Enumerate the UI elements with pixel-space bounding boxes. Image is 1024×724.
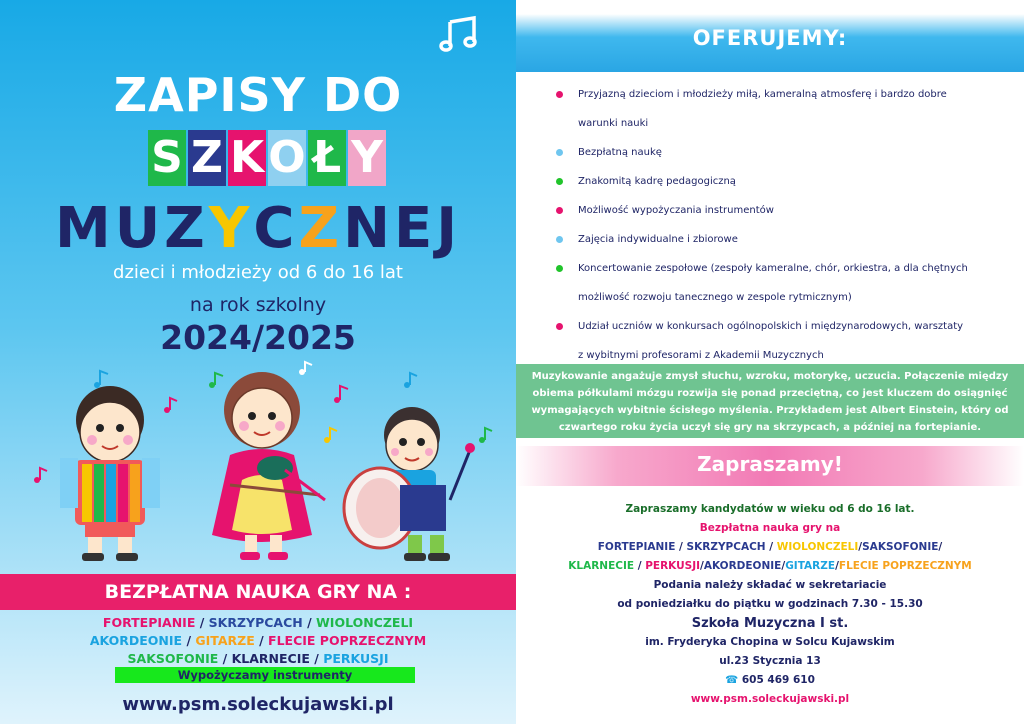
phone-row xyxy=(516,671,1024,690)
rent-instruments-banner: Wypożyczamy instrumenty xyxy=(115,667,415,683)
instrument-name: / xyxy=(254,633,269,648)
muzycznej-letter: N xyxy=(343,196,394,261)
bullet-dot-icon xyxy=(556,207,563,214)
instruments-row xyxy=(0,632,516,650)
bullet-dot-icon xyxy=(556,149,563,156)
offer-item xyxy=(556,312,1006,370)
boy-accordion-figure xyxy=(60,386,160,561)
instrument-name: WIOLONCZELI xyxy=(776,541,859,553)
instrument-name: PERKUSJI xyxy=(645,560,701,572)
offer-item-text: z wybitnymi profesorami z Akademii Muzycznych xyxy=(578,350,824,361)
instrument-name: AKORDEONIE xyxy=(703,560,782,572)
instrument-name: FLECIE POPRZECZNYM xyxy=(838,560,972,572)
instrument-name: / xyxy=(765,541,777,553)
offer-item-text: Koncertowanie zespołowe (zespoły kameralne, chór, orkiestra, a dla chętnych xyxy=(578,263,968,274)
offer-item-text: Udział uczniów w konkursach ogólnopolskich i międzynarodowych, warsztaty xyxy=(578,321,964,332)
instrument-name: / xyxy=(675,541,687,553)
instrument-name: FORTEPIANIE xyxy=(102,615,196,630)
instruments-row xyxy=(0,614,516,632)
instrument-name: / xyxy=(634,560,646,572)
bullet-dot-icon xyxy=(556,91,563,98)
school-year: 2024/2025 xyxy=(160,318,356,357)
offer-title: OFERUJEMY: xyxy=(692,26,848,50)
music-note-icon xyxy=(438,14,482,54)
website-link-right[interactable]: www.psm.soleckujawski.pl xyxy=(690,693,850,705)
instrument-name: SAKSOFONIE xyxy=(127,651,219,666)
offer-list xyxy=(556,80,1006,370)
school-patron: im. Fryderyka Chopina w Solcu Kujawskim xyxy=(645,636,895,648)
instruments-line-2 xyxy=(516,557,1024,576)
instrument-name: GITARZE xyxy=(785,560,836,572)
instrument-name: / xyxy=(309,651,324,666)
bullet-dot-icon xyxy=(556,265,563,272)
muzycznej-letter: E xyxy=(393,196,437,261)
bullet-dot-icon xyxy=(556,236,563,243)
website-link[interactable]: www.psm.soleckujawski.pl xyxy=(122,694,394,715)
szkoly-letter-tile: O xyxy=(268,130,306,186)
school-name: Szkoła Muzyczna I st. xyxy=(691,616,849,631)
free-lessons-line: Bezpłatna nauka gry na xyxy=(699,522,841,534)
age-subtitle: dzieci i młodzieży od 6 do 16 lat xyxy=(113,262,403,283)
instrument-name: / xyxy=(182,633,196,648)
instruments-list xyxy=(0,614,516,668)
instrument-name: / xyxy=(700,560,704,572)
instrument-name: / xyxy=(938,541,943,553)
offer-item-text: Znakomitą kadrę pedagogiczną xyxy=(578,176,736,187)
szkoly-letter-tile: K xyxy=(228,130,266,186)
school-year-label: na rok szkolny xyxy=(189,294,327,316)
offer-item xyxy=(556,167,1006,196)
offer-item xyxy=(556,254,1006,312)
muzycznej-letter: Y xyxy=(208,196,254,261)
instruments-line-1 xyxy=(516,538,1024,557)
offer-item-text: warunki nauki xyxy=(578,118,649,129)
instrument-name: KLARNECIE xyxy=(568,560,635,572)
instrument-name: KLARNECIE xyxy=(231,651,310,666)
instrument-name: / xyxy=(302,615,316,630)
instrument-name: / xyxy=(218,651,232,666)
bullet-dot-icon xyxy=(556,323,563,330)
invite-title: Zapraszamy! xyxy=(697,452,843,476)
free-lessons-banner: BEZPŁATNA NAUKA GRY NA : xyxy=(0,574,516,610)
title-zapisy-do: ZAPISY DO xyxy=(113,68,403,122)
offer-item xyxy=(556,225,1006,254)
muzycznej-letter: Z xyxy=(164,196,209,261)
instrument-name: FLECIE POPRZECZNYM xyxy=(268,633,427,648)
title-muzycznej xyxy=(0,196,516,261)
applications-line: Podania należy składać w sekretariacie xyxy=(653,579,887,591)
muzycznej-letter: J xyxy=(436,196,462,261)
office-hours-line: od poniedziałku do piątku w godzinach 7.30 - 15.30 xyxy=(617,598,923,610)
phone-icon: ☎ xyxy=(725,674,739,686)
instrument-name: / xyxy=(195,615,209,630)
instrument-name: FORTEPIANIE xyxy=(597,541,676,553)
title-szkoly xyxy=(148,130,386,186)
szkoly-letter-tile: Z xyxy=(188,130,226,186)
music-benefits-box: Muzykowanie angażuje zmysł słuchu, wzroku, motorykę, uczucia. Połączenie między obiema półkulami mózgu rozwija się ponad przeciętną, co jest kluczem do osiągnięć wymagających wybitnie ścisłego myślenia. Przykładem jest Albert Einstein, który od czwartego roku życia uczył się gry na skrzypcach, a później na fortepianie. xyxy=(516,364,1024,438)
bullet-dot-icon xyxy=(556,178,563,185)
instrument-name: AKORDEONIE xyxy=(89,633,183,648)
instrument-name: / xyxy=(835,560,839,572)
muzycznej-letter: C xyxy=(253,196,299,261)
instrument-name: SAKSOFONIE xyxy=(862,541,939,553)
instrument-name: / xyxy=(781,560,786,572)
offer-item-text: Bezpłatną naukę xyxy=(578,147,662,158)
szkoly-letter-tile: Y xyxy=(348,130,386,186)
school-address: ul.23 Stycznia 13 xyxy=(719,655,821,667)
instrument-name: SKRZYPCACH xyxy=(686,541,766,553)
instrument-name: SKRZYPCACH xyxy=(208,615,303,630)
instrument-name: PERKUSJI xyxy=(323,651,389,666)
szkoly-letter-tile: S xyxy=(148,130,186,186)
muzycznej-letter: U xyxy=(114,196,165,261)
boy-drum-figure xyxy=(344,407,475,561)
girl-violin-figure xyxy=(212,372,325,560)
offer-item-text: możliwość rozwoju tanecznego w zespole rytmicznym) xyxy=(578,292,852,303)
phone-number[interactable]: 605 469 610 xyxy=(741,674,815,686)
instrument-name: WIOLONCZELI xyxy=(316,615,414,630)
offer-item-text: Zajęcia indywidualne i zbiorowe xyxy=(578,234,738,245)
poster-right-panel xyxy=(516,0,1024,724)
offer-item xyxy=(556,80,1006,138)
offer-item-text: Możliwość wypożyczania instrumentów xyxy=(578,205,774,216)
offer-item-text: Przyjazną dzieciom i młodzieży miłą, kameralną atmosferę i bardzo dobre xyxy=(578,89,947,100)
instruments-row xyxy=(0,650,516,668)
muzycznej-letter: M xyxy=(54,196,115,261)
instrument-name: GITARZE xyxy=(195,633,255,648)
instrument-name: / xyxy=(858,541,863,553)
szkoly-letter-tile: Ł xyxy=(308,130,346,186)
children-musicians-illustration xyxy=(30,360,500,565)
contact-section xyxy=(516,500,1024,709)
offer-item xyxy=(556,196,1006,225)
offer-item xyxy=(556,138,1006,167)
muzycznej-letter: Z xyxy=(298,196,344,261)
candidates-line: Zapraszamy kandydatów w wieku od 6 do 16 lat. xyxy=(625,503,915,515)
